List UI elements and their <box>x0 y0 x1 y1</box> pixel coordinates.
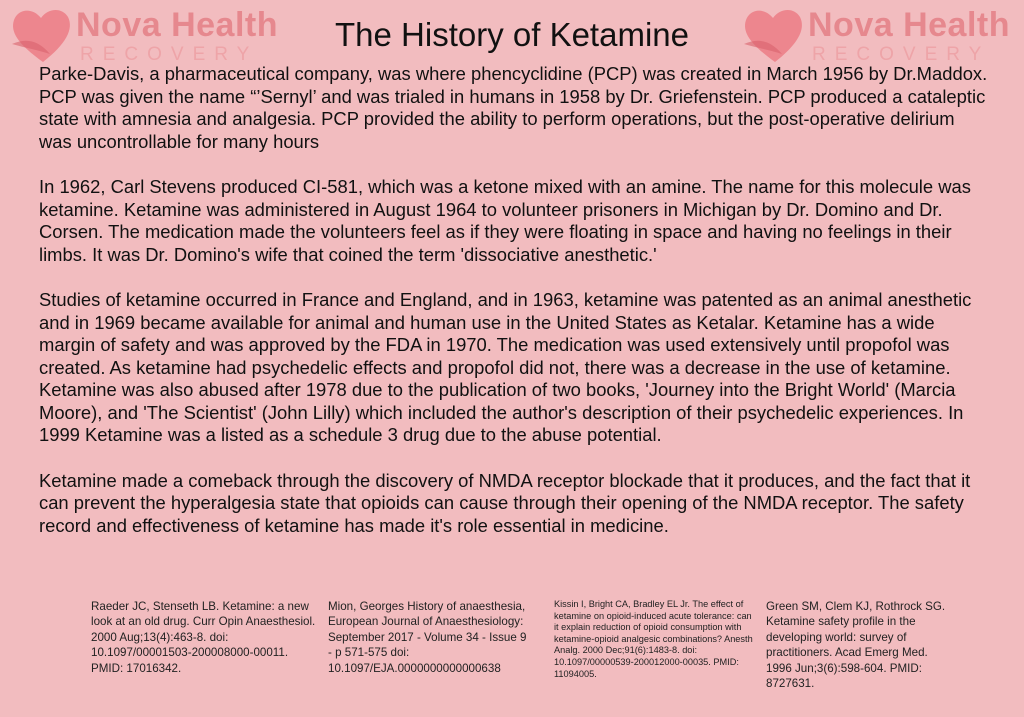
logo-tagline: RECOVERY <box>812 44 991 65</box>
reference: Kissin I, Bright CA, Bradley EL Jr. The effect of ketamine on opioid-induced acute tolerance: can it explain reduction of opioid consumption with ketamine-opioid analgesic combinations? Anesth Analg. 2000 Dec;91(6):1483-8. doi: 10.1097/00000539-200012000-00035. PMID: 11094005. <box>554 599 753 679</box>
references <box>0 599 1024 717</box>
page-title: The History of Ketamine <box>335 16 689 53</box>
reference: Raeder JC, Stenseth LB. Ketamine: a new look at an old drug. Curr Opin Anaesthesiol. 2000 Aug;13(4):463-8. doi: 10.1097/00001503-200008000-00011. PMID: 17016342. <box>91 600 316 675</box>
paragraph: Studies of ketamine occurred in France and England, and in 1963, ketamine was patented as an animal anesthetic and in 1969 became available for animal and human use in the United States as Ketalar. Ketamine has a wide margin of safety and was approved by the FDA in 1970. The medication was used extensively until propofol was created. As ketamine had psychedelic effects and propofol did not, there was a decrease in the use of ketamine. Ketamine was also abused after 1978 due to the publication of two books, 'Journey into the Bright World' (Marcia Moore), and 'The Scientist' (John Lilly) which included the author's description of their psychedelic experiences. In 1999 Ketamine was a listed as a schedule 3 drug due to the abuse potential. <box>39 289 972 445</box>
logo-brand: Nova Health <box>808 6 1010 44</box>
paragraph: Parke-Davis, a pharmaceutical company, was where phencyclidine (PCP) was created in March 1956 by Dr.Maddox. PCP was given the name “’Sernyl’ and was trialed in humans in 1958 by Dr. Griefenstein. PCP produced a cataleptic state with amnesia and analgesia. PCP provided the ability to perform operations, but the post-operative delirium was uncontrollable for many hours <box>39 63 988 152</box>
logo-tagline: RECOVERY <box>80 44 259 65</box>
logo-brand: Nova Health <box>76 6 278 44</box>
reference: Mion, Georges History of anaesthesia, European Journal of Anaesthesiology: September 2017 - Volume 34 - Issue 9 - p 571-575 doi: 10.1097/EJA.0000000000000638 <box>328 600 527 675</box>
article-body <box>39 63 989 560</box>
reference: Green SM, Clem KJ, Rothrock SG. Ketamine safety profile in the developing world: survey of practitioners. Acad Emerg Med. 1996 Jun;3(6):598-604. PMID: 8727631. <box>766 600 946 691</box>
paragraph: In 1962, Carl Stevens produced CI-581, which was a ketone mixed with an amine. The name for this molecule was ketamine. Ketamine was administered in August 1964 to volunteer prisoners in Michigan by Dr. Domino and Dr. Corsen. The medication made the volunteers feel as if they were floating in space and having no feelings in their limbs. It was Dr. Domino's wife that coined the term 'dissociative anesthetic.' <box>39 176 971 265</box>
paragraph: Ketamine made a comeback through the discovery of NMDA receptor blockade that it produces, and the fact that it can prevent the hyperalgesia state that opioids can cause through their opening of the NMDA receptor. The safety record and effectiveness of ketamine has made it's role essential in medicine. <box>39 469 971 536</box>
